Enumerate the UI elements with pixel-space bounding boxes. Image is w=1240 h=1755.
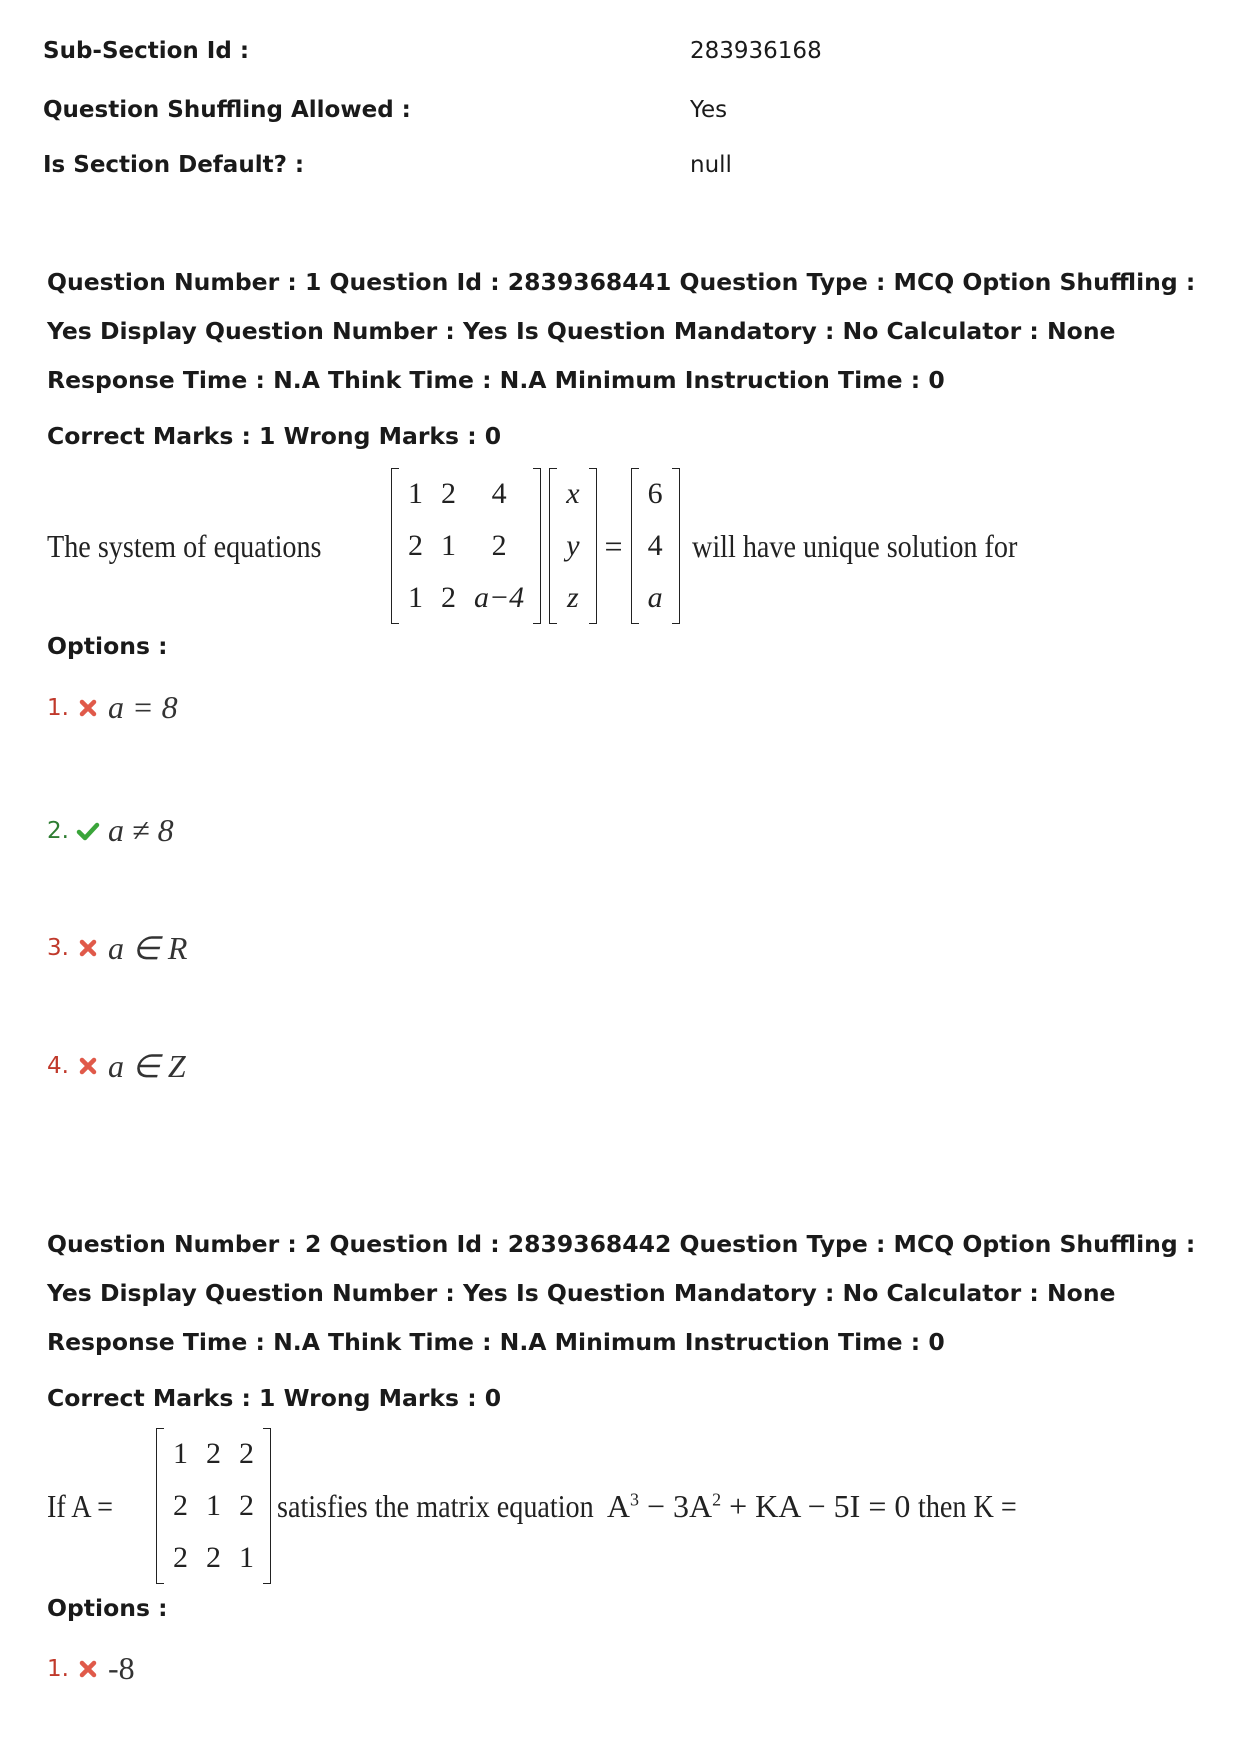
sub-section-id-label: Sub-Section Id : bbox=[43, 38, 250, 64]
option-text: a ∈ R bbox=[108, 930, 188, 966]
section-default-value: null bbox=[690, 152, 732, 178]
equation-term-a: A bbox=[606, 1487, 630, 1524]
section-default-label: Is Section Default? : bbox=[43, 152, 305, 178]
question-1-header: Question Number : 1 Question Id : 2839368441 Question Type : MCQ Option Shuffling : Yes Display Question Number : Yes Is Question Mandatory : No Calculator : None Response Time : N.A Think Time : N.A Minimum Instruction Time : 0 bbox=[47, 268, 1196, 394]
wrong-cross-icon bbox=[76, 1657, 100, 1681]
question-1-option-3[interactable] bbox=[47, 929, 187, 967]
vector-cell: x bbox=[566, 477, 580, 510]
option-text: a = 8 bbox=[108, 689, 178, 725]
question-1-stem-prefix: The system of equations bbox=[47, 527, 322, 564]
question-1-option-1[interactable] bbox=[47, 689, 178, 726]
equation-rest: + KA − 5I = 0 bbox=[721, 1487, 911, 1524]
option-number: 1. bbox=[47, 694, 69, 721]
option-number: 3. bbox=[47, 935, 69, 961]
equation-exponent: 3 bbox=[629, 1488, 639, 1509]
question-1-options-label: Options : bbox=[47, 632, 168, 660]
question-shuffling-label: Question Shuffling Allowed : bbox=[43, 97, 411, 123]
wrong-cross-icon bbox=[76, 1054, 100, 1078]
question-1-stem-suffix: will have unique solution for bbox=[691, 527, 1017, 564]
equation-term-b: − 3A bbox=[638, 1487, 713, 1524]
matrix-cell: a−4 bbox=[473, 581, 525, 614]
matrix-cell: 2 bbox=[407, 529, 423, 562]
matrix-cell: 1 bbox=[205, 1489, 221, 1522]
vector-cell: z bbox=[567, 581, 579, 614]
vector-cell: y bbox=[566, 529, 580, 562]
coefficient-matrix bbox=[391, 468, 541, 624]
matrix-cell: 2 bbox=[172, 1541, 188, 1574]
option-number: 4. bbox=[47, 1053, 69, 1079]
matrix-cell: 2 bbox=[172, 1489, 188, 1522]
vector-cell: 4 bbox=[647, 529, 663, 562]
question-1-marks: Correct Marks : 1 Wrong Marks : 0 bbox=[47, 422, 502, 450]
correct-check-icon bbox=[76, 819, 100, 843]
option-number: 1. bbox=[47, 1655, 69, 1682]
option-text: -8 bbox=[108, 1650, 135, 1686]
matrix-cell: 2 bbox=[205, 1541, 221, 1574]
wrong-cross-icon bbox=[76, 936, 100, 960]
question-1-option-2[interactable] bbox=[47, 812, 174, 849]
question-2-stem bbox=[47, 1428, 1031, 1584]
question-2-marks: Correct Marks : 1 Wrong Marks : 0 bbox=[47, 1384, 502, 1412]
matrix-cell: 2 bbox=[491, 529, 507, 562]
question-2-option-1[interactable] bbox=[47, 1650, 135, 1687]
matrix-cell: 1 bbox=[407, 581, 423, 614]
option-number: 2. bbox=[47, 817, 69, 844]
option-text: a ≠ 8 bbox=[108, 812, 174, 848]
matrix-cell: 1 bbox=[238, 1541, 254, 1574]
matrix-cell: 2 bbox=[205, 1437, 221, 1470]
wrong-cross-icon bbox=[76, 696, 100, 720]
vector-cell: 6 bbox=[647, 477, 663, 510]
matrix-cell: 1 bbox=[172, 1437, 188, 1470]
question-shuffling-value: Yes bbox=[690, 97, 728, 123]
question-2-stem-prefix: If A = bbox=[47, 1487, 113, 1524]
matrix-a bbox=[156, 1428, 271, 1584]
matrix-cell: 2 bbox=[440, 581, 456, 614]
sub-section-id-value: 283936168 bbox=[690, 38, 822, 64]
question-2-header: Question Number : 2 Question Id : 2839368442 Question Type : MCQ Option Shuffling : Yes Display Question Number : Yes Is Question Mandatory : No Calculator : None Response Time : N.A Think Time : N.A Minimum Instruction Time : 0 bbox=[47, 1230, 1196, 1356]
vector-cell: a bbox=[647, 581, 663, 614]
matrix-cell: 2 bbox=[440, 477, 456, 510]
question-2-stem-suffix: then K = bbox=[918, 1487, 1018, 1524]
question-1-option-4[interactable] bbox=[47, 1047, 186, 1085]
matrix-cell: 4 bbox=[491, 477, 507, 510]
matrix-equation bbox=[607, 1488, 911, 1525]
equals-sign: = bbox=[604, 527, 623, 564]
variable-vector bbox=[549, 468, 596, 624]
option-text: a ∈ Z bbox=[108, 1048, 186, 1084]
question-2-stem-middle: satisfies the matrix equation bbox=[276, 1487, 594, 1524]
matrix-cell: 1 bbox=[440, 529, 456, 562]
question-1-stem bbox=[47, 468, 1061, 624]
equation-exponent: 2 bbox=[712, 1488, 722, 1509]
matrix-cell: 2 bbox=[238, 1437, 254, 1470]
question-2-options-label: Options : bbox=[47, 1594, 168, 1622]
matrix-cell: 2 bbox=[238, 1489, 254, 1522]
matrix-cell: 1 bbox=[407, 477, 423, 510]
constant-vector bbox=[631, 468, 680, 624]
